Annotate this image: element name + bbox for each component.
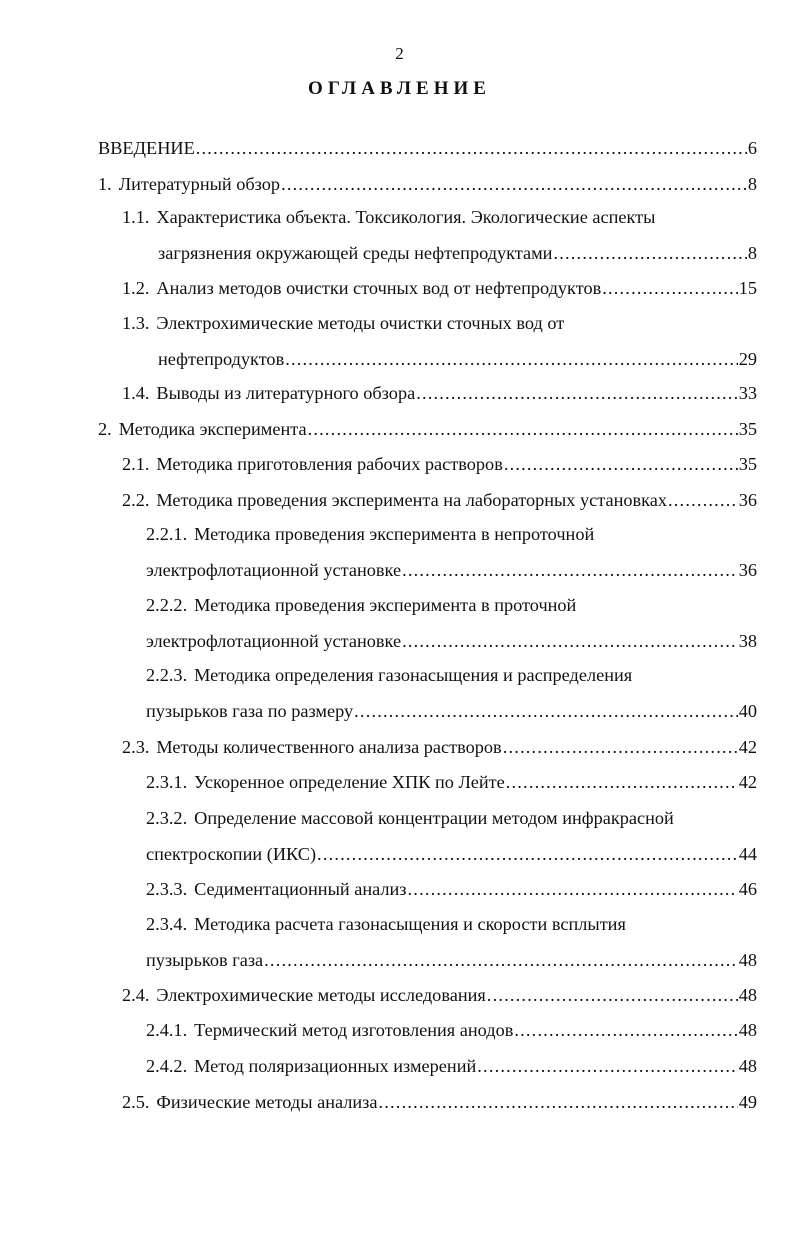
toc-entry-page: 44 [738,844,757,864]
toc-entry-line [122,205,655,229]
toc-entry [146,699,757,723]
toc-entry-number: 1.2. [122,278,150,298]
dot-leader [264,948,738,972]
toc-entry-page: 36 [738,560,757,580]
toc-entry [122,276,757,300]
toc-entry [98,417,757,441]
toc-entry-number: 2.4.1. [146,1020,188,1040]
toc-entry [146,558,757,582]
toc-entry-number: 2.2.2. [146,595,188,615]
dot-leader [503,735,738,759]
dot-leader [408,877,738,901]
toc-entry-title: Физические методы анализа [156,1092,378,1112]
toc-entry-number: 2.4.2. [146,1056,188,1076]
toc-entry-line [146,806,674,830]
toc-entry-title: пузырьков газа [146,950,264,970]
toc-entry-title: Методика проведения эксперимента на лабораторных установках [156,490,668,510]
toc-entry [98,136,757,160]
toc-entry [122,1090,757,1114]
toc-entry-line [146,593,576,617]
toc-entry-title: Методика проведения эксперимента в непроточной [194,524,595,544]
toc-entry-number: 1.3. [122,313,150,333]
toc-entry-title: Ускоренное определение ХПК по Лейте [194,772,505,792]
toc-entry [122,452,757,476]
dot-leader [379,1090,738,1114]
toc-entry-page: 29 [738,349,757,369]
page-title: ОГЛАВЛЕНИЕ [308,78,491,99]
dot-leader [506,770,738,794]
toc-entry-page: 38 [738,631,757,651]
dot-leader [281,172,747,196]
dot-leader [285,347,738,371]
toc-entry [122,983,757,1007]
dot-leader [354,699,738,723]
toc-entry-number: 2.3.1. [146,772,188,792]
page-number: 2 [395,44,404,63]
toc-entry-number: 2.2. [122,490,150,510]
toc-entry-line [146,522,594,546]
dot-leader [196,136,747,160]
toc-entry [98,172,757,196]
toc-entry-title: Метод поляризационных измерений [194,1056,477,1076]
toc-entry-title: ВВЕДЕНИЕ [98,138,195,158]
toc-entry-title: Электрохимические методы исследования [156,985,486,1005]
toc-entry [122,488,757,512]
toc-entry [146,1018,757,1042]
toc-entry-page: 40 [738,701,757,721]
toc-entry [158,241,757,265]
toc-entry [122,735,757,759]
dot-leader [308,417,738,441]
toc-entry-page: 42 [738,772,757,792]
toc-entry-title: Характеристика объекта. Токсикология. Экологические аспекты [156,207,656,227]
toc-entry-number: 2.4. [122,985,150,1005]
toc-entry-page: 35 [738,419,757,439]
dot-leader [602,276,738,300]
toc-entry-page: 48 [738,1056,757,1076]
toc-entry-page: 46 [738,879,757,899]
toc-entry [146,1054,757,1078]
toc-entry [146,629,757,653]
toc-entry-page: 15 [738,278,757,298]
toc-entry-title: Методика приготовления рабочих растворов [156,454,503,474]
dot-leader [487,983,738,1007]
toc-entry-title: Электрохимические методы очистки сточных вод от [156,313,565,333]
dot-leader [402,629,738,653]
toc-entry-title: нефтепродуктов [158,349,285,369]
toc-entry-title: Методика определения газонасыщения и распределения [194,665,633,685]
toc-entry-page: 8 [747,243,757,263]
toc-entry-number: 1.1. [122,207,150,227]
toc-entry [146,948,757,972]
dot-leader [514,1018,737,1042]
toc-entry-title: Седиментационный анализ [194,879,407,899]
toc-entry-title: электрофлотационной установке [146,560,402,580]
dot-leader [553,241,746,265]
toc-entry-number: 2.3.2. [146,808,188,828]
toc-entry [146,877,757,901]
dot-leader [477,1054,737,1078]
toc-entry-page: 49 [738,1092,757,1112]
dot-leader [668,488,738,512]
dot-leader [402,558,738,582]
toc-entry-number: 1.4. [122,383,150,403]
toc-entry [146,842,757,866]
toc-entry-title: Термический метод изготовления анодов [194,1020,514,1040]
toc-entry-title: Методика проведения эксперимента в проточной [194,595,577,615]
toc-entry-title: Методы количественного анализа растворов [156,737,502,757]
toc-entry-page: 42 [738,737,757,757]
toc-entry-number: 2.3.4. [146,914,188,934]
toc-entry-number: 2.1. [122,454,150,474]
toc-entry [146,770,757,794]
toc-entry-page: 33 [738,383,757,403]
toc-entry-number: 2.3.3. [146,879,188,899]
toc-entry-title: Литературный обзор [118,174,281,194]
toc-entry-number: 2.2.3. [146,665,188,685]
toc-entry-page: 6 [747,138,757,158]
toc-entry-title: Определение массовой концентрации методом инфракрасной [194,808,674,828]
toc-entry-title: спектроскопии (ИКС) [146,844,317,864]
toc-entry-title: электрофлотационной установке [146,631,402,651]
toc-entry-page: 36 [738,490,757,510]
toc-entry-title: Анализ методов очистки сточных вод от нефтепродуктов [156,278,602,298]
toc-entry-line [146,663,632,687]
toc-entry-number: 2.5. [122,1092,150,1112]
toc-entry-title: Методика расчета газонасыщения и скорости всплытия [194,914,626,934]
dot-leader [504,452,738,476]
dot-leader [317,842,738,866]
toc-entry-page: 48 [738,950,757,970]
toc-entry-title: загрязнения окружающей среды нефтепродуктами [158,243,553,263]
dot-leader [416,381,738,405]
toc-entry-page: 35 [738,454,757,474]
toc-entry-line [122,311,564,335]
toc-entry-page: 48 [738,985,757,1005]
toc-entry-number: 2. [98,419,112,439]
toc-entry-page: 48 [738,1020,757,1040]
toc-entry [158,347,757,371]
toc-entry-line [146,912,626,936]
toc-entry-number: 2.3. [122,737,150,757]
toc-entry-title: Методика эксперимента [118,419,307,439]
toc-entry-title: Выводы из литературного обзора [156,383,416,403]
toc-entry [122,381,757,405]
toc-entry-page: 8 [747,174,757,194]
toc-entry-title: пузырьков газа по размеру [146,701,354,721]
toc-entry-number: 2.2.1. [146,524,188,544]
toc-entry-number: 1. [98,174,112,194]
